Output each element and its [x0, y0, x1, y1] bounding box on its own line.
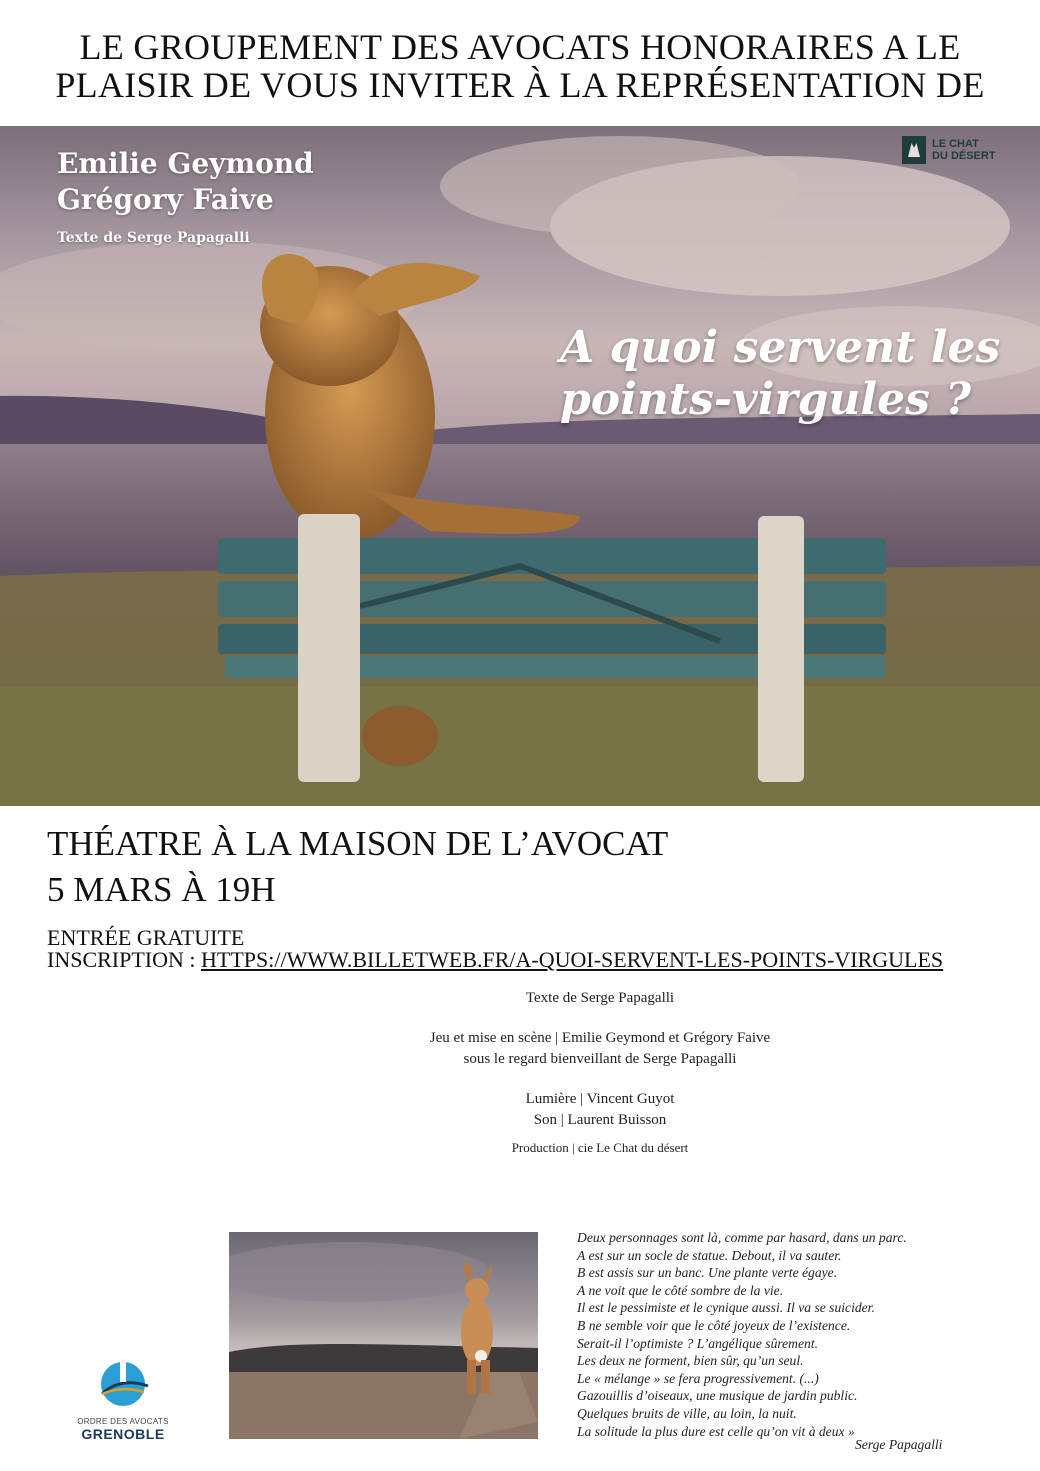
synopsis-line: Gazouillis d’oiseaux, une musique de jardin public. — [577, 1388, 858, 1404]
hero-writer-credit: Texte de Serge Papagalli — [57, 230, 250, 246]
credit-direction: Jeu et mise en scène | Emilie Geymond et Grégory Faive — [429, 1030, 771, 1046]
invitation-header — [0, 28, 1040, 104]
synopsis-line: Quelques bruits de ville, au loin, la nuit. — [577, 1405, 797, 1421]
author-name: Grégory Faive — [57, 183, 274, 216]
synopsis-line: B ne semble voir que le côté joyeux de l’existence. — [577, 1317, 851, 1333]
synopsis-line: A ne voit que le côté sombre de la vie. — [577, 1282, 784, 1298]
rabbit-scene — [229, 1232, 538, 1439]
inscription-label: INSCRIPTION : — [47, 947, 202, 972]
bar-emblem-icon — [88, 1360, 158, 1408]
poster-image — [0, 126, 1040, 806]
synopsis-line: Les deux ne forment, bien sûr, qu’un seul. — [577, 1353, 804, 1369]
author-name: Emilie Geymond — [57, 147, 314, 180]
show-title — [560, 322, 1030, 426]
synopsis-line: La solitude la plus dure est celle qu’on vit à deux » — [577, 1423, 855, 1439]
synopsis-line: Le « mélange » se fera progressivement. (...) — [577, 1370, 819, 1386]
credit-sound: Son | Laurent Buisson — [533, 1112, 667, 1128]
synopsis — [577, 1229, 977, 1440]
credit-lighting: Lumière | Vincent Guyot — [525, 1091, 675, 1107]
credit-production: Production | cie Le Chat du désert — [511, 1140, 689, 1155]
show-title-line-2: points-virgules ? — [560, 374, 971, 425]
synopsis-line: Il est le pessimiste et le cynique aussi. Il va se suicider. — [577, 1300, 875, 1316]
bar-org-name: ORDRE DES AVOCATS — [77, 1417, 169, 1426]
company-name-line-2: DU DÉSERT — [932, 150, 996, 162]
bar-city-name: GRENOBLE — [81, 1426, 165, 1442]
poster-scene — [0, 126, 1040, 806]
synopsis-line: Deux personnages sont là, comme par hasard, dans un parc. — [577, 1230, 907, 1245]
company-name-line-1: LE CHAT — [932, 138, 979, 150]
event-inscription — [47, 948, 943, 972]
synopsis-line: B est assis sur un banc. Une plante verte égaye. — [577, 1265, 838, 1281]
registration-link[interactable]: HTTPS://WWW.BILLETWEB.FR/A-QUOI-SERVENT-LES-POINTS-VIRGULES — [201, 947, 944, 972]
show-title-line-1: A quoi servent les — [560, 322, 1001, 373]
event-entry: ENTRÉE GRATUITE — [47, 925, 245, 950]
credit-writer: Texte de Serge Papagalli — [525, 990, 675, 1006]
synopsis-line: A est sur un socle de statue. Debout, il va sauter. — [577, 1247, 842, 1263]
credits — [300, 988, 900, 1158]
header-line-1: LE GROUPEMENT DES AVOCATS HONORAIRES A LE — [79, 27, 961, 67]
header-line-2: PLAISIR DE VOUS INVITER À LA REPRÉSENTATION DE — [55, 65, 985, 105]
bar-association-logo — [76, 1360, 170, 1442]
synopsis-signature: Serge Papagalli — [855, 1437, 943, 1452]
cat-icon — [902, 136, 926, 164]
rabbit-photo — [229, 1232, 538, 1439]
hero-authors — [57, 146, 314, 218]
synopsis-line: Serait-il l’optimiste ? L’angélique sûrement. — [577, 1335, 819, 1351]
credit-supervision: sous le regard bienveillant de Serge Papagalli — [463, 1051, 737, 1067]
event-date: 5 MARS À 19H — [47, 870, 276, 909]
company-logo — [902, 136, 996, 164]
event-venue: THÉATRE À LA MAISON DE L’AVOCAT — [47, 824, 669, 863]
